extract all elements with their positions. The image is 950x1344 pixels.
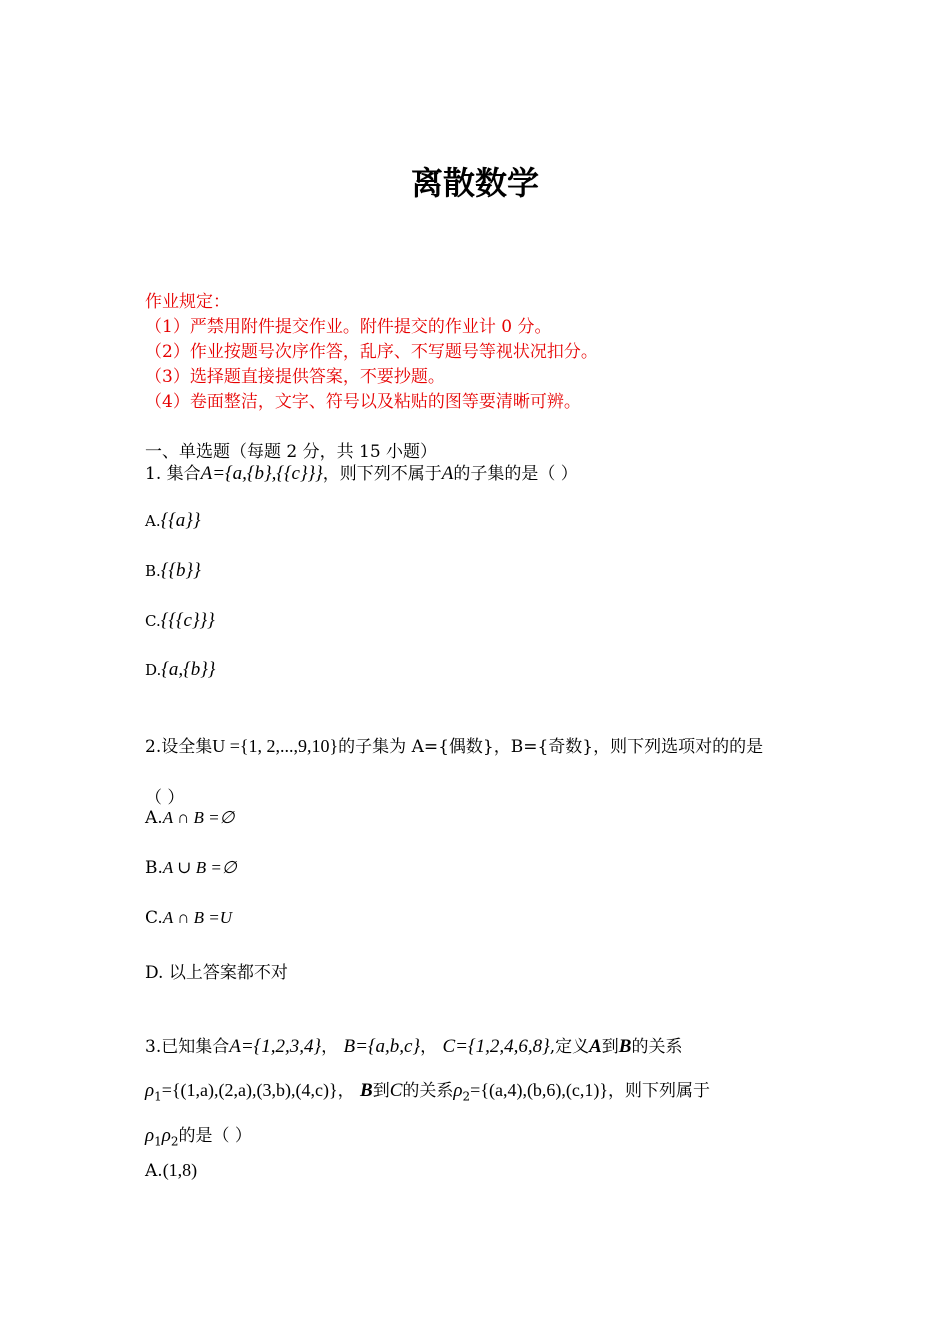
q1-option-b <box>145 560 201 582</box>
option-label: B. <box>145 858 163 878</box>
q3-rho: ρ <box>161 1125 171 1146</box>
q3-rho: ρ <box>145 1125 155 1146</box>
q1-suffix: 的子集的是（ ） <box>453 464 578 484</box>
q2-prefix: 2.设全集 <box>145 737 213 757</box>
q3-rel2: 的关系 <box>402 1081 454 1101</box>
q3-b: B <box>618 1036 632 1057</box>
section-heading: 一、单选题（每题 2 分，共 15 小题） <box>145 442 438 462</box>
q3-rho-sub: 2 <box>170 1134 179 1149</box>
q3-rho-sub: 2 <box>462 1089 471 1104</box>
option-math: {{{c}}} <box>160 610 215 631</box>
option-label: C. <box>145 612 161 630</box>
option-label: A. <box>145 1161 163 1181</box>
q2-option-b <box>145 858 237 878</box>
question-2 <box>145 732 763 757</box>
option-math: A ∩ B =∅ <box>162 808 235 827</box>
q3-sep: ， <box>420 1037 438 1057</box>
question-1 <box>145 459 578 485</box>
q3-rho2: ={(a,4),(b,6),(c,1)} <box>470 1080 609 1100</box>
q3-rho1: ={(1,a),(2,a),(3,b),(4,c)} <box>161 1080 338 1100</box>
q2-suffix: 的子集为 A={偶数}，B={奇数}，则下列选项对的的是 <box>338 737 764 757</box>
option-text: 以上答案都不对 <box>168 963 288 983</box>
q1-set-name: A <box>441 463 454 484</box>
question-3-line-1 <box>145 1032 682 1058</box>
question-3-line-2 <box>145 1076 710 1103</box>
option-math: {{b}} <box>160 560 201 581</box>
rule-item-1: （1）严禁用附件提交作业。附件提交的作业计 0 分。 <box>145 317 552 337</box>
q3-a: A <box>589 1036 602 1057</box>
q3-to2: 到 <box>372 1081 390 1101</box>
option-label: D. <box>145 661 162 679</box>
q3-option-a <box>145 1160 197 1181</box>
q2-option-c <box>145 908 232 928</box>
rule-item-4: （4）卷面整洁，文字、符号以及粘贴的图等要清晰可辨。 <box>145 392 581 412</box>
q3-rho: ρ <box>145 1080 155 1101</box>
q3-tail: ，则下列属于 <box>608 1081 711 1101</box>
q2-option-d <box>145 958 288 983</box>
q3-rho-sub: 1 <box>154 1089 162 1104</box>
q1-mid: ，则下列不属于 <box>322 464 442 484</box>
q3-sep: ， <box>321 1037 339 1057</box>
q1-prefix: 1. 集合 <box>145 464 201 484</box>
q2-option-a <box>145 808 234 828</box>
q2-set: U ={1, 2,...,9,10} <box>212 736 339 756</box>
q3-rho-sub: 1 <box>154 1134 162 1149</box>
rule-item-3: （3）选择题直接提供答案，不要抄题。 <box>145 367 445 387</box>
q3-tail2: 的是（ ） <box>178 1126 252 1146</box>
option-math: (1,8) <box>162 1160 198 1180</box>
q3-set-a: A={1,2,3,4} <box>229 1036 322 1057</box>
option-label: A. <box>145 808 163 828</box>
option-math: A ∩ B =U <box>162 908 233 927</box>
option-label: D. <box>145 963 164 983</box>
q1-option-c <box>145 610 215 632</box>
q2-paren: （ ） <box>145 788 185 808</box>
q3-set-b: B={a,b,c} <box>343 1036 421 1057</box>
q3-rho: ρ <box>453 1080 463 1101</box>
option-math: {a,{b}} <box>161 659 216 680</box>
rule-item-2: （2）作业按题号次序作答，乱序、不写题号等视状况扣分。 <box>145 342 598 362</box>
q1-option-d <box>145 659 215 681</box>
option-label: B. <box>145 562 161 580</box>
q3-c: C <box>389 1080 403 1101</box>
q3-to: 到 <box>601 1037 619 1057</box>
q3-comma: ， <box>337 1081 355 1101</box>
q3-set-c: C={1,2,4,6,8} <box>442 1036 550 1057</box>
q1-set: A={a,{b},{{c}}} <box>200 463 323 484</box>
q1-option-a <box>145 510 201 532</box>
option-math: {{a}} <box>160 510 201 531</box>
q3-prefix: 3.已知集合 <box>145 1037 230 1057</box>
q3-def: ,定义 <box>549 1037 590 1057</box>
q3-b2: B <box>360 1080 373 1101</box>
rules-heading: 作业规定： <box>145 292 230 312</box>
option-math: A ∪ B =∅ <box>162 858 237 877</box>
page-title: 离散数学 <box>410 164 539 202</box>
q3-rel: 的关系 <box>631 1037 683 1057</box>
option-label: C. <box>145 908 163 928</box>
option-label: A. <box>145 512 161 530</box>
question-3-line-3 <box>145 1121 252 1148</box>
